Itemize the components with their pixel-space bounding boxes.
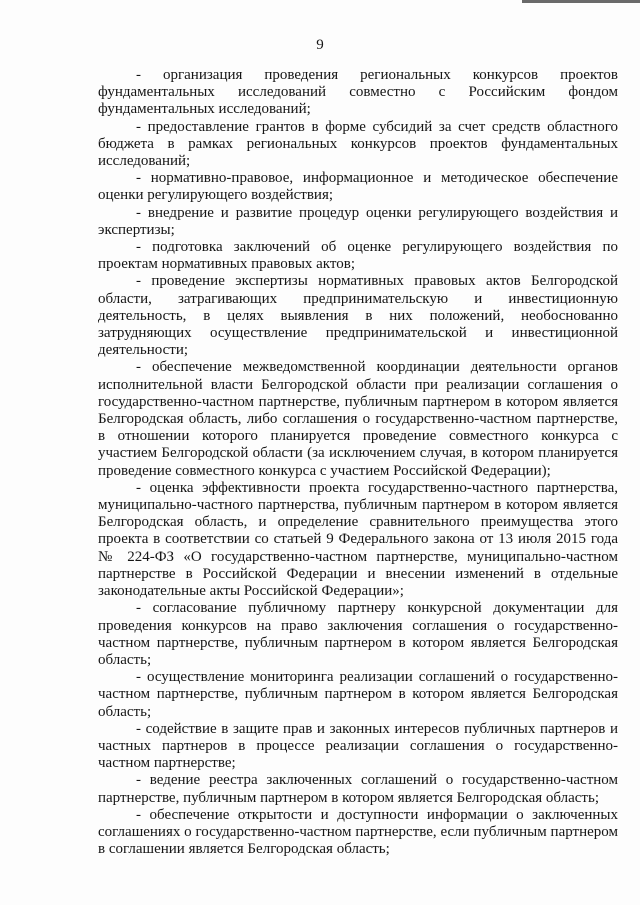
list-item: - внедрение и развитие процедур оценки регулирующего воздействия и экспертизы;: [98, 204, 618, 238]
page-number: 9: [316, 37, 324, 53]
list-item: - согласование публичному партнеру конкурсной документации для проведения конкурсов на право заключения соглашения о государственно-частном партнерстве, публичным партнером в котором является Белгородская область;: [98, 600, 618, 668]
list-item: - подготовка заключений об оценке регулирующего воздействия по проектам нормативных правовых актов;: [98, 239, 618, 273]
list-item: - ведение реестра заключенных соглашений о государственно-частном партнерстве, публичным партнером в котором является Белгородская область;: [98, 772, 618, 806]
list-item: - предоставление грантов в форме субсидий за счет средств областного бюджета в рамках региональных конкурсов проектов фундаментальных исследований;: [98, 118, 618, 170]
list-item: - осуществление мониторинга реализации соглашений о государственно-частном партнерстве, публичным партнером в котором является Белгородская область;: [98, 669, 618, 720]
list-item: - проведение экспертизы нормативных правовых актов Белгородской области, затрагивающих предпринимательскую и инвестиционную деятельность, в целях выявления в них положений, необоснованно затрудняющих осуществление предпринимательской и инвестиционной деятельности;: [98, 273, 618, 359]
list-item: - обеспечение открытости и доступности информации о заключенных соглашениях о государственно-частном партнерстве, если публичным партнером в соглашении является Белгородская область;: [98, 806, 618, 858]
list-item: - обеспечение межведомственной координации деятельности органов исполнительной власти Белгородской области при реализации соглашения о государственно-частном партнерстве, публичным партнером в котором является Белгородская область, либо соглашения о государственно-частном партнерстве, в отношении которого планируется проведение совместного конкурса с участием Белгородской области (за исключением случая, в котором планируется проведение совместного конкурса с участием Российской Федерации);: [98, 359, 618, 479]
list-item: - организация проведения региональных конкурсов проектов фундаментальных исследований совместно с Российским фондом фундаментальных исследований;: [98, 67, 618, 118]
scan-edge-mark: [522, 0, 640, 3]
list-item: - нормативно-правовое, информационное и методическое обеспечение оценки регулирующего воздействия;: [98, 170, 618, 204]
list-item: - оценка эффективности проекта государственно-частного партнерства, муниципально-частного партнерства, публичным партнером в котором является Белгородская область, и определение сравнительного преимущества этого проекта в соответствии со статьей 9 Федерального закона от 13 июля 2015 года № 224-ФЗ «О государственно-частном партнерстве, муниципально-частном партнерстве в Российской Федерации и внесении изменений в отдельные законодательные акты Российской Федерации»;: [98, 479, 618, 600]
document-body: [98, 67, 618, 858]
list-item: - содействие в защите прав и законных интересов публичных партнеров и частных партнеров в процессе реализации соглашения о государственно-частном партнерстве;: [98, 720, 618, 772]
